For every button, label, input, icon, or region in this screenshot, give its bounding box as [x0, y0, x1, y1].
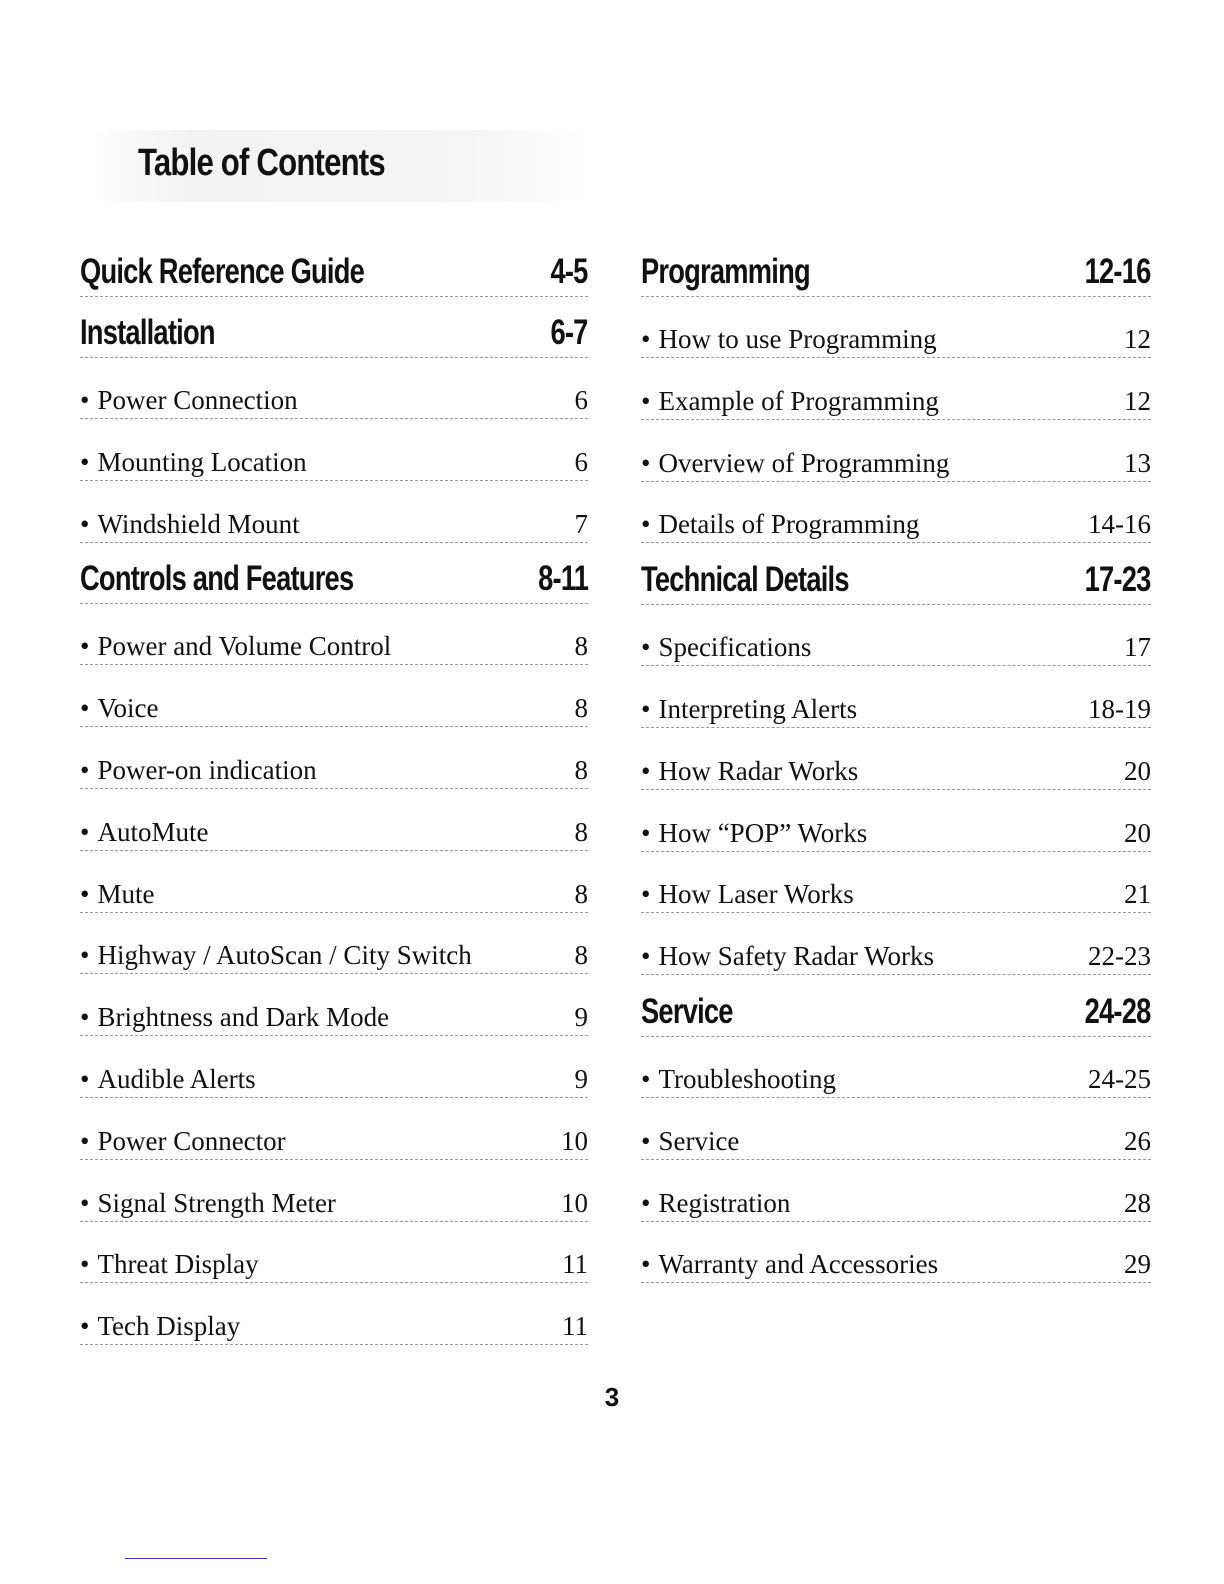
toc-item-row[interactable]: [80, 676, 588, 727]
toc-item-pages: 20: [1124, 817, 1151, 848]
toc-item-row[interactable]: [80, 1109, 588, 1160]
toc-item-pages: 12: [1124, 324, 1151, 354]
toc-section-row[interactable]: [80, 307, 588, 358]
toc-item-row[interactable]: [80, 1171, 588, 1222]
toc-item-label: • Power-on indication: [80, 754, 317, 788]
toc-item-row[interactable]: [80, 368, 588, 419]
toc-section-row[interactable]: [641, 986, 1151, 1037]
toc-item-label: • Details of Programming: [641, 508, 919, 542]
toc-item-pages: 8: [574, 693, 588, 724]
toc-item-label: • Mounting Location: [80, 446, 307, 480]
toc-item-pages: 9: [574, 1063, 588, 1094]
toc-section-title: Service: [641, 991, 733, 1031]
toc-item-pages: 11: [562, 1311, 588, 1342]
page-title-text: Table of Contents: [138, 142, 385, 184]
toc-section-title: Quick Reference Guide: [80, 252, 365, 291]
toc-item-row[interactable]: [641, 1047, 1151, 1098]
toc-item-pages: 6: [574, 385, 588, 415]
toc-item-pages: 14-16: [1088, 509, 1151, 540]
toc-item-label: • Signal Strength Meter: [80, 1187, 336, 1221]
toc-item-label: • Registration: [641, 1187, 790, 1221]
toc-item-row[interactable]: [641, 431, 1151, 482]
toc-item-label: • How Laser Works: [641, 878, 854, 912]
toc-item-label: • How to use Programming: [641, 323, 937, 357]
page-title: [90, 130, 590, 202]
toc-item-label: • Overview of Programming: [641, 447, 949, 481]
toc-item-pages: 21: [1124, 879, 1151, 910]
toc-item-pages: 9: [574, 1002, 588, 1033]
toc-item-label: • How “POP” Works: [641, 817, 867, 851]
toc-section-row[interactable]: [641, 246, 1151, 297]
toc-item-row[interactable]: [641, 615, 1151, 666]
toc-item-pages: 28: [1124, 1187, 1151, 1218]
page-number: 3: [604, 1382, 620, 1412]
toc-item-label: • Power and Volume Control: [80, 630, 391, 664]
toc-item-pages: 8: [574, 816, 588, 847]
toc-item-pages: 8: [574, 940, 588, 971]
toc-item-row[interactable]: [641, 492, 1151, 543]
toc-item-label: • Voice: [80, 692, 158, 726]
toc-item-pages: 24-25: [1088, 1063, 1151, 1094]
toc-item-pages: 8: [574, 754, 588, 785]
toc-item-row[interactable]: [641, 739, 1151, 790]
toc-item-row[interactable]: [80, 738, 588, 789]
toc-item-pages: 26: [1124, 1125, 1151, 1156]
toc-item-label: • Windshield Mount: [80, 508, 300, 542]
toc-item-row[interactable]: [80, 800, 588, 851]
toc-item-pages: 20: [1124, 755, 1151, 786]
toc-left-column: [80, 246, 588, 1356]
toc-item-label: • Specifications: [641, 631, 811, 665]
toc-item-label: • Audible Alerts: [80, 1063, 256, 1097]
toc-section-pages: 12-16: [1085, 252, 1151, 291]
toc-item-row[interactable]: [80, 1047, 588, 1098]
toc-item-row[interactable]: [80, 1232, 588, 1283]
toc-item-pages: 12: [1124, 385, 1151, 416]
toc-item-row[interactable]: [80, 614, 588, 665]
toc-section-row[interactable]: [80, 553, 588, 604]
toc-item-row[interactable]: [641, 801, 1151, 852]
toc-item-label: • Power Connector: [80, 1125, 286, 1159]
toc-item-row[interactable]: [641, 1109, 1151, 1160]
toc-item-label: • Threat Display: [80, 1248, 259, 1282]
toc-item-label: • Example of Programming: [641, 385, 939, 419]
toc-section-title: Programming: [641, 252, 810, 291]
toc-item-row[interactable]: [80, 1294, 588, 1345]
toc-item-label: • How Safety Radar Works: [641, 940, 934, 974]
toc-item-pages: 6: [574, 446, 588, 477]
toc-item-label: • Troubleshooting: [641, 1063, 836, 1097]
toc-item-row[interactable]: [80, 862, 588, 913]
toc-item-label: • How Radar Works: [641, 755, 858, 789]
toc-item-pages: 22-23: [1088, 941, 1151, 972]
toc-item-pages: 7: [574, 508, 588, 539]
toc-item-row[interactable]: [641, 307, 1151, 358]
toc-item-label: • Highway / AutoScan / City Switch: [80, 939, 472, 973]
toc-item-label: • Mute: [80, 878, 154, 912]
toc-item-row[interactable]: [641, 1171, 1151, 1222]
toc-item-pages: 17: [1124, 632, 1151, 663]
toc-item-label: • AutoMute: [80, 816, 208, 850]
toc-section-pages: 4-5: [550, 252, 588, 291]
toc-item-row[interactable]: [641, 677, 1151, 728]
toc-item-row[interactable]: [80, 923, 588, 974]
toc-item-row[interactable]: [80, 430, 588, 481]
toc-section-title: Technical Details: [641, 560, 849, 600]
toc-item-label: • Brightness and Dark Mode: [80, 1001, 389, 1035]
toc-item-pages: 8: [574, 878, 588, 909]
toc-item-label: • Power Connection: [80, 384, 298, 418]
toc-item-row[interactable]: [641, 369, 1151, 420]
toc-section-pages: 17-23: [1085, 560, 1151, 600]
toc-item-pages: 8: [574, 631, 588, 662]
toc-section-pages: 6-7: [550, 313, 588, 352]
toc-section-row[interactable]: [641, 554, 1151, 605]
toc-item-row[interactable]: [641, 862, 1151, 913]
toc-section-title: Installation: [80, 313, 215, 352]
toc-item-label: • Tech Display: [80, 1310, 240, 1344]
toc-item-pages: 11: [562, 1249, 588, 1280]
toc-section-pages: 8-11: [537, 559, 588, 599]
footer-rule: [125, 1558, 267, 1559]
toc-item-pages: 13: [1124, 447, 1151, 478]
toc-item-pages: 10: [561, 1187, 588, 1218]
toc-right-column: [641, 246, 1151, 1294]
toc-item-label: • Service: [641, 1125, 739, 1159]
toc-section-pages: 24-28: [1085, 991, 1151, 1031]
toc-item-label: • Warranty and Accessories: [641, 1248, 938, 1282]
toc-item-pages: 29: [1124, 1249, 1151, 1280]
toc-item-row[interactable]: [80, 492, 588, 543]
toc-section-row[interactable]: [80, 246, 588, 297]
toc-section-title: Controls and Features: [80, 559, 354, 599]
toc-item-row[interactable]: [641, 1232, 1151, 1283]
toc-item-pages: 10: [561, 1125, 588, 1156]
toc-item-label: • Interpreting Alerts: [641, 693, 857, 727]
toc-item-row[interactable]: [641, 924, 1151, 975]
toc-item-row[interactable]: [80, 985, 588, 1036]
toc-item-pages: 18-19: [1088, 693, 1151, 724]
